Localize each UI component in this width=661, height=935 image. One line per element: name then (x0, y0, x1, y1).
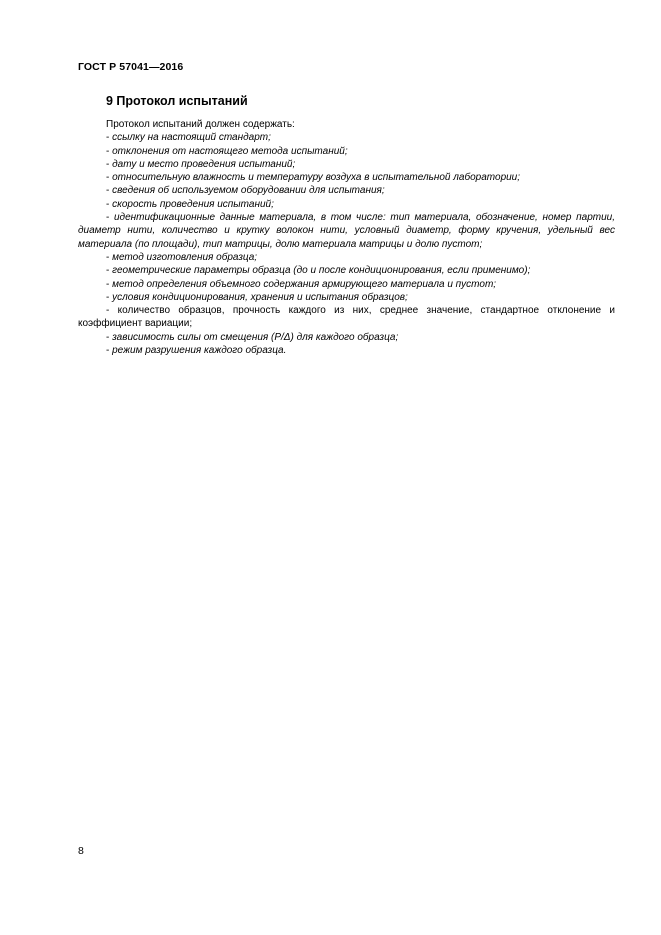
list-dash: - (106, 132, 110, 144)
list-item-text: количество образцов, прочность каждого из них, среднее значение, стандартное отклонение и коэффициент вариации; (78, 305, 615, 330)
list-dash: - (106, 265, 110, 277)
list-item (78, 171, 615, 184)
list-item (78, 264, 615, 277)
requirements-list (78, 131, 615, 357)
list-item-text: относительную влажность и температуру воздуха в испытательной лаборатории; (112, 172, 521, 184)
list-item-text: режим разрушения каждого образца. (112, 345, 287, 357)
list-item-text: метод изготовления образца; (112, 251, 258, 263)
list-item (78, 278, 615, 291)
list-item (78, 211, 615, 251)
list-item (78, 304, 615, 331)
list-item (78, 184, 615, 197)
list-item-text: зависимость силы от смещения (P/Δ) для каждого образца; (112, 331, 399, 343)
list-item-text: идентификационные данные материала, в том числе: тип материала, обозначение, номер партии, диаметр нити, количество и крутку волокон нити, условный диаметр, форму кручения, удельный вес материала (по площади), тип матрицы, долю материала матрицы и долю пустот; (78, 212, 615, 250)
list-dash: - (106, 158, 110, 170)
list-item-text: ссылку на настоящий стандарт; (112, 132, 271, 144)
list-item (78, 145, 615, 158)
list-item-text: метод определения объемного содержания армирующего материала и пустот; (112, 278, 497, 290)
section-body (78, 118, 615, 357)
list-dash: - (106, 212, 110, 224)
list-item (78, 131, 615, 144)
list-item (78, 291, 615, 304)
list-dash: - (106, 278, 110, 290)
list-dash: - (106, 145, 110, 157)
list-item (78, 251, 615, 264)
list-item (78, 158, 615, 171)
page-number: 8 (78, 845, 84, 857)
list-item-text: дату и место проведения испытаний; (112, 158, 296, 170)
list-dash: - (106, 198, 110, 210)
list-dash: - (106, 305, 110, 317)
section-title: 9 Протокол испытаний (106, 94, 248, 108)
list-item-text: условия кондиционирования, хранения и испытания образцов; (112, 291, 408, 303)
list-item-text: геометрические параметры образца (до и после кондиционирования, если применимо); (112, 265, 531, 277)
list-item (78, 331, 615, 344)
list-dash: - (106, 291, 110, 303)
list-item-text: скорость проведения испытаний; (112, 198, 274, 210)
document-header: ГОСТ Р 57041—2016 (78, 61, 184, 73)
list-dash: - (106, 251, 110, 263)
list-item-text: сведения об используемом оборудовании для испытания; (112, 185, 385, 197)
list-dash: - (106, 345, 110, 357)
list-item-text: отклонения от настоящего метода испытаний; (112, 145, 348, 157)
list-item (78, 198, 615, 211)
list-dash: - (106, 185, 110, 197)
list-dash: - (106, 172, 110, 184)
list-item (78, 344, 615, 357)
list-dash: - (106, 331, 110, 343)
section-intro: Протокол испытаний должен содержать: (106, 119, 295, 130)
